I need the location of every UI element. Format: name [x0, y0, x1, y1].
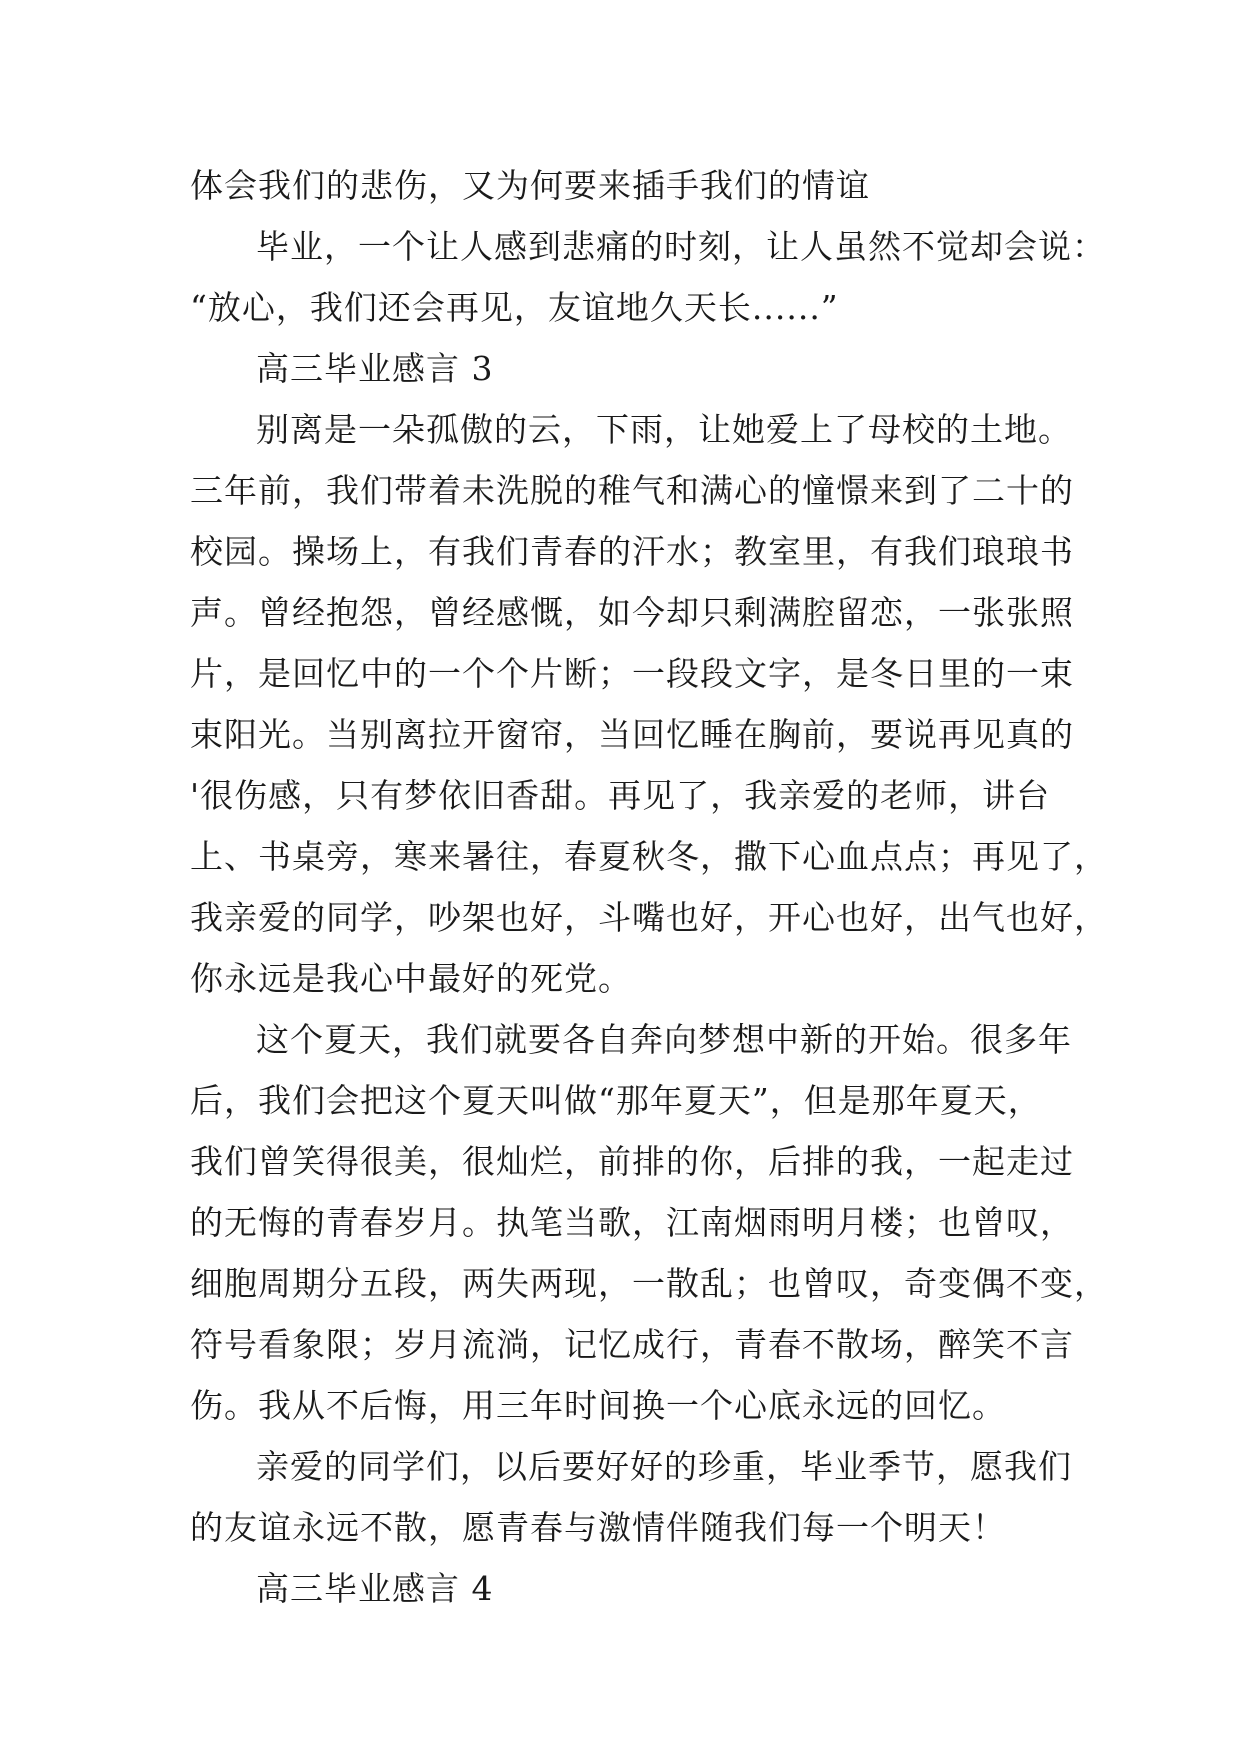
text-line: 的友谊永远不散，愿青春与激情伴随我们每一个明天！: [190, 1508, 1006, 1547]
text-line: 上、书桌旁，寒来暑往，春夏秋冬，撒下心血点点；再见了，: [190, 837, 1108, 876]
text-line: 你永远是我心中最好的死党。: [190, 959, 632, 998]
text-line: 的无悔的青春岁月。执笔当歌，江南烟雨明月楼；也曾叹，: [190, 1203, 1074, 1242]
text-line: 三年前，我们带着未洗脱的稚气和满心的憧憬来到了二十的: [190, 471, 1074, 510]
text-line: 体会我们的悲伤，又为何要来插手我们的情谊: [190, 166, 870, 205]
text-line: 片，是回忆中的一个个片断；一段段文字，是冬日里的一束: [190, 654, 1074, 693]
text-line: 亲爱的同学们，以后要好好的珍重，毕业季节，愿我们: [256, 1447, 1072, 1486]
text-line: 我亲爱的同学，吵架也好，斗嘴也好，开心也好，出气也好，: [190, 898, 1108, 937]
section-heading: 高三毕业感言 4: [256, 1569, 494, 1608]
text-line: 校园。操场上，有我们青春的汗水；教室里，有我们琅琅书: [190, 532, 1074, 571]
text-line: 伤。我从不后悔，用三年时间换一个心底永远的回忆。: [190, 1386, 1006, 1425]
text-line: 我们曾笑得很美，很灿烂，前排的你，后排的我，一起走过: [190, 1142, 1074, 1181]
text-line: 束阳光。当别离拉开窗帘，当回忆睡在胸前，要说再见真的: [190, 715, 1074, 754]
text-line: “放心，我们还会再见，友谊地久天长......”: [190, 288, 839, 327]
text-line: 后，我们会把这个夏天叫做“那年夏天”，但是那年夏天，: [190, 1081, 1042, 1120]
text-line: 毕业，一个让人感到悲痛的时刻，让人虽然不觉却会说：: [256, 227, 1106, 266]
text-line: '很伤感，只有梦依旧香甜。再见了，我亲爱的老师，讲台: [190, 776, 1051, 815]
text-line: 符号看象限；岁月流淌，记忆成行，青春不散场，醉笑不言: [190, 1325, 1074, 1364]
document-body: [190, 155, 1108, 1619]
text-line: 声。曾经抱怨，曾经感慨，如今却只剩满腔留恋，一张张照: [190, 593, 1074, 632]
text-line: 这个夏天，我们就要各自奔向梦想中新的开始。很多年: [256, 1020, 1072, 1059]
text-line: 细胞周期分五段，两失两现，一散乱；也曾叹，奇变偶不变，: [190, 1264, 1108, 1303]
text-line: 别离是一朵孤傲的云，下雨，让她爱上了母校的土地。: [256, 410, 1072, 449]
section-heading: 高三毕业感言 3: [256, 349, 494, 388]
